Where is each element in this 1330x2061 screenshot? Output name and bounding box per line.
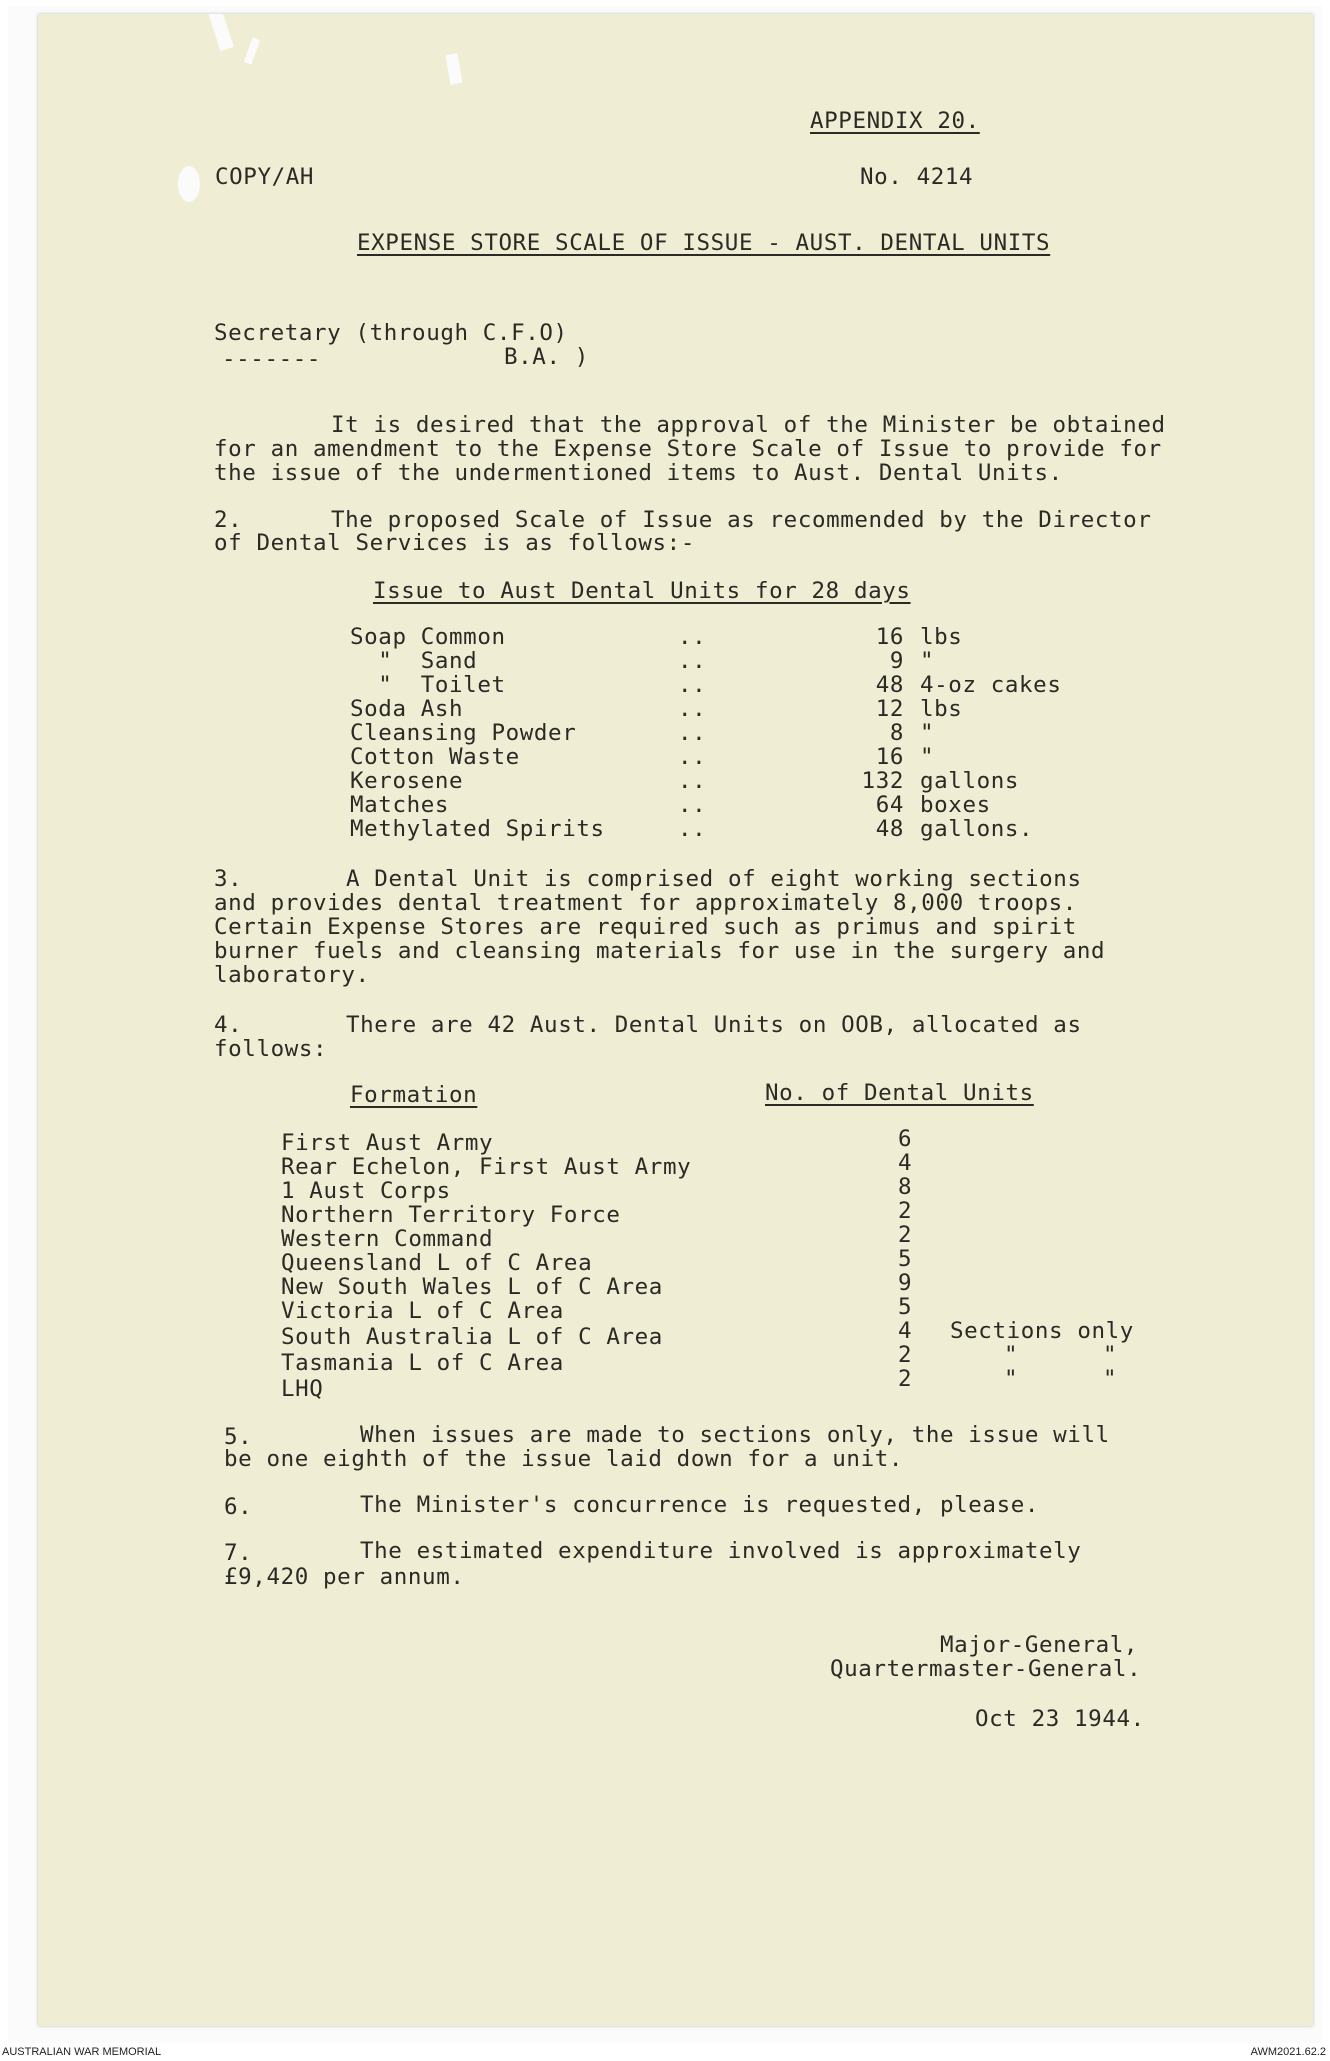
para3-line: and provides dental treatment for approximately 8,000 troops. [214,890,1077,916]
formation-name: Western Command [281,1226,494,1252]
issue-item-dots: .. [678,696,707,722]
issue-item-qty: 12 [875,696,904,722]
issue-item-qty: 48 [875,816,904,842]
issue-item-dots: .. [678,648,707,674]
issue-item-qty: 48 [875,672,904,698]
copy-reference: COPY/AH [215,164,315,190]
para3-line: A Dental Unit is comprised of eight working sections [346,866,1082,892]
issue-item-dots: .. [678,816,707,842]
formation-name: New South Wales L of C Area [281,1274,663,1300]
issue-item-name: " Sand [350,648,478,674]
formation-note: Sections only [950,1318,1134,1344]
issue-item-unit: " [920,744,935,770]
signatory-rank: Major-General, [940,1632,1139,1658]
formation-count: 2 [898,1342,913,1368]
issue-item-name: " Toilet [350,672,506,698]
para1-line: for an amendment to the Expense Store Scale of Issue to provide for [214,436,1162,462]
appendix-label: APPENDIX 20. [810,108,980,134]
formation-name: LHQ [281,1376,324,1402]
addressee-dashes: ------- [222,346,322,372]
document-number: No. 4214 [860,164,974,190]
issue-item-name: Cotton Waste [350,744,520,770]
paper-tear [445,53,462,85]
para2-number: 2. [214,507,243,533]
para3-number: 3. [214,866,243,892]
addressee-second-line: B.A. ) [504,344,589,370]
signatory-title: Quartermaster-General. [830,1656,1142,1682]
formation-column-header: Formation [350,1082,478,1108]
para1-line: It is desired that the approval of the Minister be obtained [331,412,1166,438]
addressee: Secretary (through C.F.O) [214,320,568,346]
para3-line: burner fuels and cleansing materials for use in the surgery and [214,938,1106,964]
issue-item-qty: 16 [875,624,904,650]
formation-name: Northern Territory Force [281,1202,621,1228]
para7-line: The estimated expenditure involved is approximately [360,1538,1082,1564]
para4-line: follows: [214,1036,328,1062]
para5-line: be one eighth of the issue laid down for a unit. [224,1446,904,1472]
issue-item-unit: lbs [920,624,963,650]
issue-item-dots: .. [678,792,707,818]
issue-item-name: Cleansing Powder [350,720,577,746]
paper-tear [178,166,200,202]
issue-item-qty: 8 [889,720,904,746]
para5-number: 5. [224,1424,253,1450]
issue-item-unit: " [920,720,935,746]
para1-line: the issue of the undermentioned items to Aust. Dental Units. [214,460,1063,486]
issue-heading: Issue to Aust Dental Units for 28 days [373,578,911,604]
issue-item-unit: gallons [920,768,1020,794]
paper-tear [208,14,234,51]
formation-name: Queensland L of C Area [281,1250,593,1276]
para2-line: of Dental Services is as follows:- [214,530,695,556]
para4-number: 4. [214,1012,243,1038]
para3-line: laboratory. [214,962,370,988]
formation-note: " " [1004,1366,1118,1392]
para6-line: The Minister's concurrence is requested, please. [360,1492,1040,1518]
issue-item-qty: 9 [889,648,904,674]
para5-line: When issues are made to sections only, the issue will [360,1422,1110,1448]
formation-count: 2 [898,1222,913,1248]
formation-count: 5 [898,1294,913,1320]
formation-count: 6 [898,1126,913,1152]
footer-accession-number: AWM2021.62.2 [1250,2046,1326,2058]
issue-item-qty: 132 [861,768,904,794]
issue-item-dots: .. [678,744,707,770]
para3-line: Certain Expense Stores are required such as primus and spirit [214,914,1077,940]
document-page [38,14,1313,2026]
paper-tear [244,37,260,64]
para4-line: There are 42 Aust. Dental Units on OOB, allocated as [346,1012,1082,1038]
formation-count: 4 [898,1318,913,1344]
issue-item-name: Soda Ash [350,696,464,722]
issue-item-dots: .. [678,768,707,794]
formation-note: " " [1004,1342,1118,1368]
scan-background [8,6,1322,2043]
para6-number: 6. [224,1494,253,1520]
formation-count: 2 [898,1366,913,1392]
issue-item-unit: gallons. [920,816,1034,842]
formation-name: South Australia L of C Area [281,1324,663,1350]
issue-item-name: Methylated Spirits [350,816,605,842]
issue-item-name: Soap Common [350,624,506,650]
issue-item-dots: .. [678,624,707,650]
document-date: Oct 23 1944. [975,1706,1145,1732]
issue-item-qty: 64 [875,792,904,818]
issue-item-unit: " [920,648,935,674]
formation-count: 8 [898,1174,913,1200]
formation-name: First Aust Army [281,1130,494,1156]
para7-number: 7. [224,1540,253,1566]
issue-item-name: Matches [350,792,450,818]
para7-line: £9,420 per annum. [224,1564,465,1590]
para2-line: The proposed Scale of Issue as recommended by the Director [331,507,1152,533]
issue-item-unit: 4-oz cakes [920,672,1062,698]
issue-item-name: Kerosene [350,768,464,794]
formation-name: 1 Aust Corps [281,1178,451,1204]
issue-item-qty: 16 [875,744,904,770]
issue-item-dots: .. [678,672,707,698]
issue-item-unit: boxes [920,792,991,818]
footer-source: AUSTRALIAN WAR MEMORIAL [2,2046,162,2058]
formation-count: 2 [898,1198,913,1224]
dental-units-column-header: No. of Dental Units [765,1080,1034,1106]
formation-name: Victoria L of C Area [281,1298,564,1324]
formation-name: Rear Echelon, First Aust Army [281,1154,692,1180]
document-title: EXPENSE STORE SCALE OF ISSUE - AUST. DENTAL UNITS [357,230,1051,256]
formation-count: 5 [898,1246,913,1272]
issue-item-dots: .. [678,720,707,746]
formation-name: Tasmania L of C Area [281,1350,564,1376]
issue-item-unit: lbs [920,696,963,722]
formation-count: 4 [898,1150,913,1176]
formation-count: 9 [898,1270,913,1296]
